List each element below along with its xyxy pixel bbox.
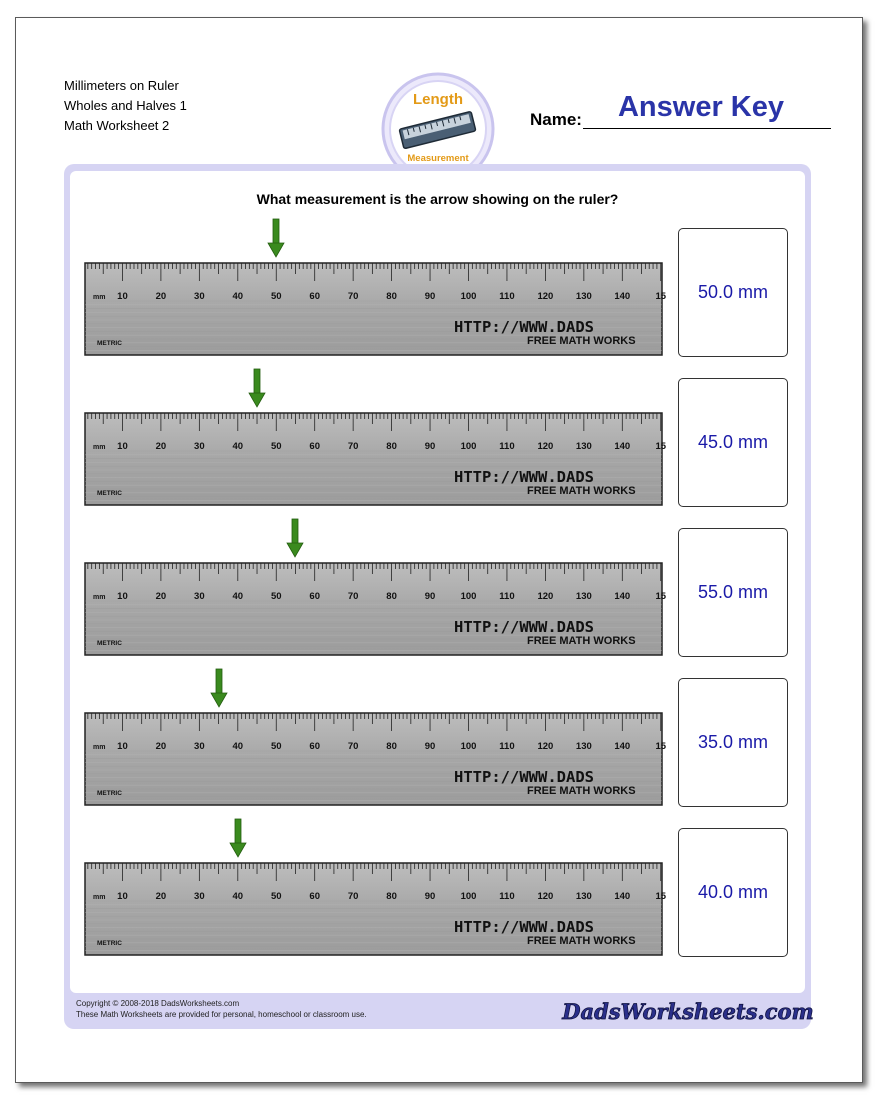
ruler-sub-text: FREE MATH WORKS xyxy=(527,935,636,947)
ruler-tick-label: 140 xyxy=(614,741,631,752)
ruler-metric-label: METRIC xyxy=(97,340,122,347)
ruler-tick-label: 20 xyxy=(155,591,167,602)
ruler-tick-label: 130 xyxy=(575,441,592,452)
ruler-tick-label: 70 xyxy=(347,591,359,602)
ruler-tick-label: 10 xyxy=(117,291,128,302)
ruler-tick-label: 130 xyxy=(575,591,592,602)
ruler-tick-label: 10 xyxy=(117,441,128,452)
ruler-tick-label: 100 xyxy=(460,891,477,902)
ruler-url-text: HTTP://WWW.DADS xyxy=(454,768,594,786)
ruler-tick-label: 110 xyxy=(499,441,515,452)
ruler-tick-label: 110 xyxy=(499,741,515,752)
ruler-tick-label: 120 xyxy=(537,441,554,452)
measurement-arrow-icon xyxy=(249,369,265,407)
worksheet-header xyxy=(64,76,187,136)
ruler-tick-label: 100 xyxy=(460,741,477,752)
measurement-arrow-icon xyxy=(268,219,284,257)
ruler-tick-label: 100 xyxy=(460,291,477,302)
answer-text: 45.0 mm xyxy=(697,432,769,452)
ruler-tick-label: 60 xyxy=(309,891,320,902)
answer-text: 50.0 mm xyxy=(697,282,769,302)
ruler-url-text: HTTP://WWW.DADS xyxy=(454,318,594,336)
measurement-arrow-icon xyxy=(230,819,246,857)
ruler-tick-label: 10 xyxy=(117,891,128,902)
ruler-metric-label: METRIC xyxy=(97,940,122,947)
ruler-unit-label: mm xyxy=(93,894,106,901)
ruler-tick-label: 50 xyxy=(270,891,282,902)
ruler-tick-label: 90 xyxy=(424,441,436,452)
header-title: Millimeters on Ruler xyxy=(64,78,179,93)
ruler-tick-label: 40 xyxy=(232,291,244,302)
ruler-tick-label: 70 xyxy=(347,741,359,752)
answer-box xyxy=(678,828,788,957)
ruler-metric-label: METRIC xyxy=(97,490,122,497)
ruler xyxy=(85,413,667,505)
ruler-tick-label: 10 xyxy=(117,591,128,602)
ruler-tick-label: 30 xyxy=(194,741,205,752)
ruler-tick-label: 80 xyxy=(386,591,397,602)
ruler xyxy=(85,563,667,655)
ruler-tick-label: 30 xyxy=(194,591,205,602)
answer-text: 40.0 mm xyxy=(697,882,769,902)
ruler-tick-label: 90 xyxy=(424,741,436,752)
copyright-text: Copyright © 2008-2018 DadsWorksheets.com xyxy=(76,999,240,1008)
ruler-unit-label: mm xyxy=(93,744,106,751)
ruler-metric-label: METRIC xyxy=(97,790,122,797)
ruler-tick-label: 100 xyxy=(460,591,477,602)
ruler-tick-label: 60 xyxy=(309,741,320,752)
ruler-tick-label: 120 xyxy=(537,891,554,902)
logo-bottom-text: Measurement xyxy=(407,153,469,164)
ruler-tick-label: 130 xyxy=(575,891,592,902)
header-subtitle: Wholes and Halves 1 xyxy=(64,98,187,113)
answer-box xyxy=(678,228,788,357)
ruler-tick-label: 15 xyxy=(655,441,667,452)
ruler-sub-text: FREE MATH WORKS xyxy=(527,635,636,647)
ruler-tick-label: 30 xyxy=(194,291,205,302)
ruler-tick-label: 30 xyxy=(194,891,205,902)
name-underline xyxy=(583,128,831,129)
ruler-url-text: HTTP://WWW.DADS xyxy=(454,618,594,636)
ruler-tick-label: 80 xyxy=(386,741,397,752)
ruler-tick-label: 70 xyxy=(347,891,359,902)
ruler-tick-label: 15 xyxy=(655,741,667,752)
ruler-sub-text: FREE MATH WORKS xyxy=(527,785,636,797)
answer-text: 35.0 mm xyxy=(697,732,769,752)
ruler-tick-label: 40 xyxy=(232,441,244,452)
name-value: Answer Key xyxy=(617,91,784,123)
ruler-tick-label: 120 xyxy=(537,291,554,302)
ruler-tick-label: 20 xyxy=(155,891,167,902)
name-label: Name: xyxy=(530,110,582,129)
ruler-metric-label: METRIC xyxy=(97,640,122,647)
answer-text: 55.0 mm xyxy=(697,582,769,602)
ruler-tick-label: 140 xyxy=(614,441,631,452)
ruler xyxy=(85,713,667,805)
ruler-tick-label: 15 xyxy=(655,291,667,302)
ruler-tick-label: 50 xyxy=(270,441,282,452)
ruler-tick-label: 90 xyxy=(424,291,436,302)
ruler-tick-label: 110 xyxy=(499,291,515,302)
measurement-arrow-icon xyxy=(287,519,303,557)
ruler-tick-label: 140 xyxy=(614,291,631,302)
ruler-tick-label: 15 xyxy=(655,591,667,602)
ruler-tick-label: 30 xyxy=(194,441,205,452)
brand-text: DadsWorksheets.com xyxy=(562,999,814,1024)
ruler-unit-label: mm xyxy=(93,294,106,301)
ruler-tick-label: 50 xyxy=(270,591,282,602)
ruler-tick-label: 90 xyxy=(424,891,436,902)
ruler-tick-label: 120 xyxy=(537,591,554,602)
question-prompt: What measurement is the arrow showing on the ruler? xyxy=(256,191,619,207)
ruler xyxy=(85,263,667,355)
answer-box xyxy=(678,378,788,507)
ruler-tick-label: 80 xyxy=(386,891,397,902)
header-worksheet-number: Math Worksheet 2 xyxy=(64,118,170,133)
ruler-sub-text: FREE MATH WORKS xyxy=(527,485,636,497)
ruler-tick-label: 20 xyxy=(155,441,167,452)
ruler-tick-label: 40 xyxy=(232,891,244,902)
ruler-tick-label: 60 xyxy=(309,441,320,452)
answer-box xyxy=(678,678,788,807)
measurement-arrow-icon xyxy=(211,669,227,707)
ruler-sub-text: FREE MATH WORKS xyxy=(527,335,636,347)
ruler-unit-label: mm xyxy=(93,594,106,601)
answer-box xyxy=(678,528,788,657)
ruler-tick-label: 50 xyxy=(270,291,282,302)
ruler-tick-label: 130 xyxy=(575,741,592,752)
ruler-url-text: HTTP://WWW.DADS xyxy=(454,918,594,936)
usage-note: These Math Worksheets are provided for personal, homeschool or classroom use. xyxy=(76,1010,367,1019)
ruler-tick-label: 90 xyxy=(424,591,436,602)
ruler-tick-label: 100 xyxy=(460,441,477,452)
ruler-tick-label: 140 xyxy=(614,591,631,602)
ruler-tick-label: 40 xyxy=(232,741,244,752)
ruler-tick-label: 40 xyxy=(232,591,244,602)
ruler-tick-label: 60 xyxy=(309,291,320,302)
ruler-unit-label: mm xyxy=(93,444,106,451)
ruler-url-text: HTTP://WWW.DADS xyxy=(454,468,594,486)
logo-top-text: Length xyxy=(413,91,463,108)
ruler-tick-label: 120 xyxy=(537,741,554,752)
ruler-tick-label: 60 xyxy=(309,591,320,602)
ruler xyxy=(85,863,667,955)
ruler-tick-label: 10 xyxy=(117,741,128,752)
ruler-tick-label: 70 xyxy=(347,441,359,452)
footer-copyright-block xyxy=(76,998,367,1020)
ruler-tick-label: 80 xyxy=(386,291,397,302)
ruler-tick-label: 70 xyxy=(347,291,359,302)
ruler-tick-label: 15 xyxy=(655,891,667,902)
ruler-tick-label: 140 xyxy=(614,891,631,902)
ruler-tick-label: 80 xyxy=(386,441,397,452)
dadsworksheets-logo xyxy=(562,993,814,1029)
ruler-tick-label: 110 xyxy=(499,891,515,902)
ruler-tick-label: 110 xyxy=(499,591,515,602)
ruler-tick-label: 20 xyxy=(155,291,167,302)
ruler-tick-label: 20 xyxy=(155,741,167,752)
ruler-tick-label: 50 xyxy=(270,741,282,752)
ruler-tick-label: 130 xyxy=(575,291,592,302)
